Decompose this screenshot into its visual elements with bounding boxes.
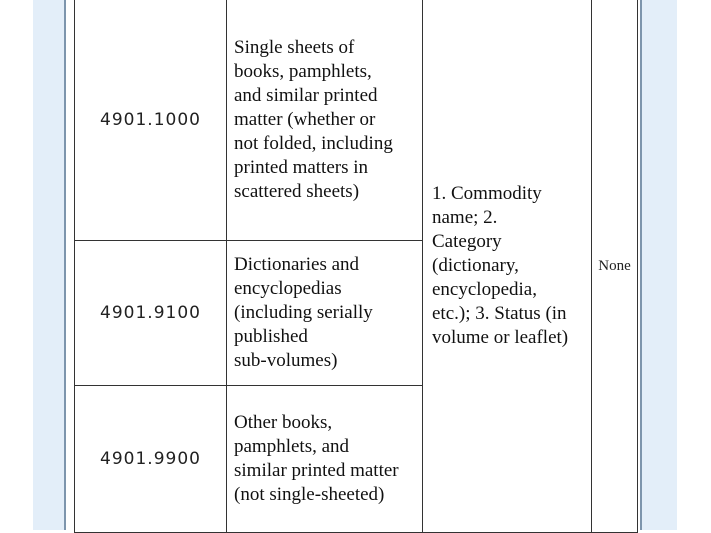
- hs-code: 4901.9100: [100, 303, 201, 323]
- description-cell: [227, 386, 423, 533]
- hs-code: 4901.9900: [100, 449, 201, 469]
- regulatory-conditions: None: [598, 257, 631, 274]
- hs-code: 4901.1000: [100, 110, 201, 130]
- tariff-table: [74, 0, 638, 533]
- description-cell: [227, 0, 423, 241]
- table-row: [75, 0, 638, 241]
- regulatory-conditions-cell: [592, 0, 638, 533]
- commodity-description: Dictionaries and encyclopedias (including serially published sub-volumes): [234, 254, 373, 371]
- hs-code-cell: [75, 386, 227, 533]
- declaration-elements-cell: [423, 0, 592, 533]
- hs-code-cell: [75, 241, 227, 386]
- declaration-elements: 1. Commodity name; 2. Category (dictionary, encyclopedia, etc.); 3. Status (in volume or leaflet): [432, 183, 569, 348]
- commodity-description: Single sheets of books, pamphlets, and similar printed matter (whether or not folded, including printed matters in scattered sheets): [234, 37, 393, 202]
- description-cell: [227, 241, 423, 386]
- hs-code-cell: [75, 0, 227, 241]
- commodity-description: Other books, pamphlets, and similar printed matter (not single-sheeted): [234, 412, 399, 505]
